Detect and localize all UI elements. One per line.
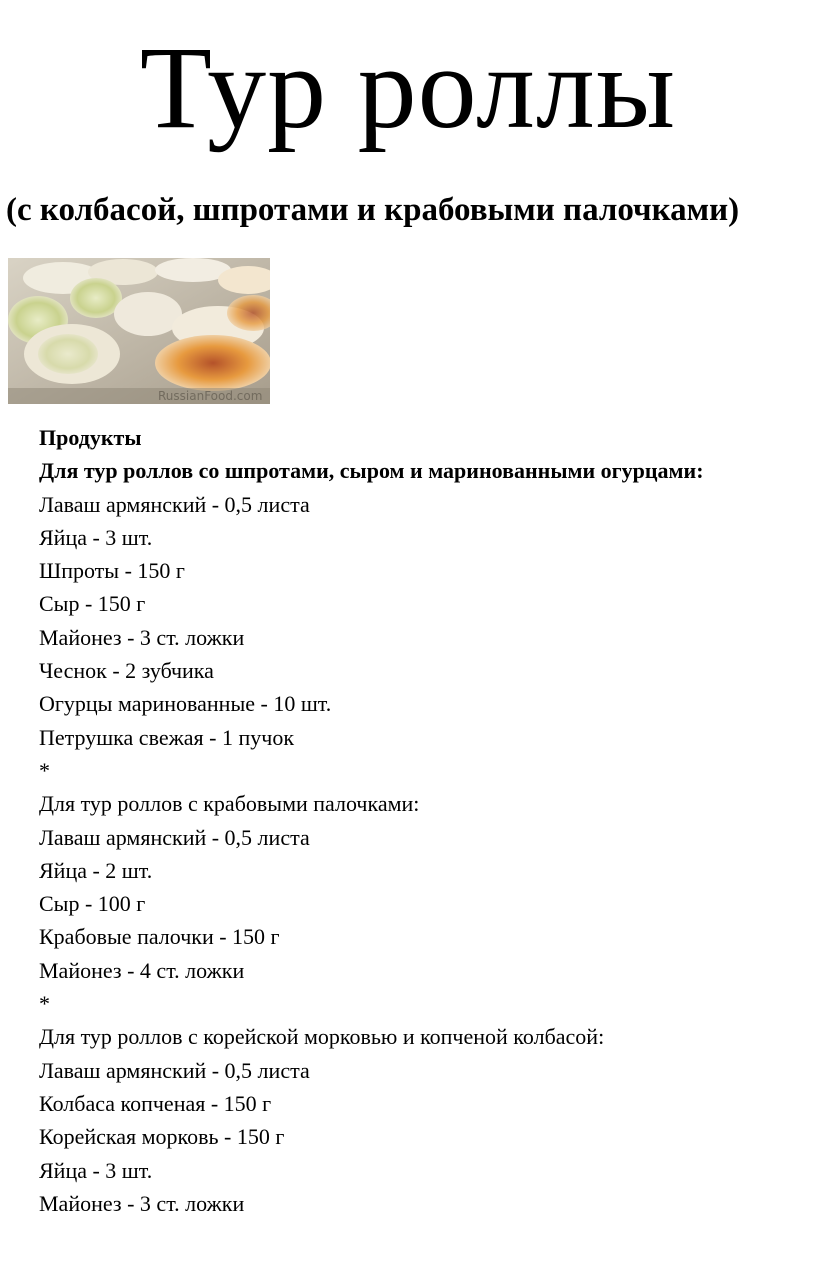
section-heading: Для тур роллов со шпротами, сыром и маринованными огурцами: — [39, 458, 704, 484]
list-item: * — [39, 991, 50, 1017]
section-heading: Продукты — [39, 425, 142, 450]
list-item: Лаваш армянский - 0,5 листа — [39, 491, 310, 517]
list-item: Петрушка свежая - 1 пучок — [39, 724, 295, 750]
list-item: Крабовые палочки - 150 г — [39, 924, 280, 950]
list-item: Корейская морковь - 150 г — [39, 1124, 285, 1150]
list-item: Яйца - 2 шт. — [39, 857, 153, 883]
list-item: Яйца - 3 шт. — [39, 524, 153, 550]
watermark-text: RussianFood.com — [158, 389, 263, 403]
ingredient-list — [39, 421, 809, 1220]
page-subtitle: (с колбасой, шпротами и крабовыми палочками) — [6, 192, 740, 228]
list-item: Яйца - 3 шт. — [39, 1157, 153, 1183]
list-item: Лаваш армянский - 0,5 листа — [39, 824, 310, 850]
list-item: Колбаса копченая - 150 г — [39, 1090, 272, 1116]
list-item: Огурцы маринованные - 10 шт. — [39, 691, 332, 717]
list-item: Сыр - 100 г — [39, 891, 146, 917]
page-title: Тур роллы — [139, 22, 677, 153]
list-item: Лаваш армянский - 0,5 листа — [39, 1057, 310, 1083]
list-item: Сыр - 150 г — [39, 591, 146, 617]
list-item: * — [39, 757, 50, 783]
rolls-photo-icon — [8, 258, 270, 404]
list-item: Майонез - 3 ст. ложки — [39, 624, 245, 650]
list-item: Шпроты - 150 г — [39, 558, 185, 584]
rolls-photo — [8, 258, 270, 404]
list-item: Для тур роллов с корейской морковью и копченой колбасой: — [39, 1024, 605, 1050]
list-item: Чеснок - 2 зубчика — [39, 658, 214, 684]
list-item: Для тур роллов с крабовыми палочками: — [39, 791, 420, 817]
list-item: Майонез - 3 ст. ложки — [39, 1190, 245, 1216]
list-item: Майонез - 4 ст. ложки — [39, 957, 245, 983]
